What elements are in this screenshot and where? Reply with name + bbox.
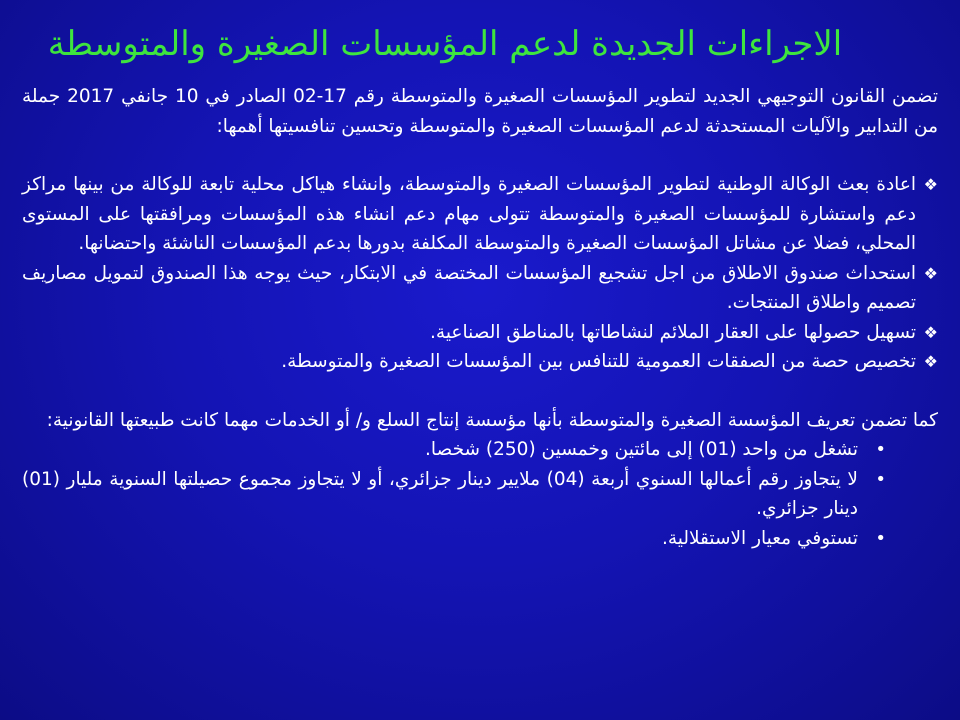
list-item	[22, 465, 886, 524]
list-item-text: اعادة بعث الوكالة الوطنية لتطوير المؤسسات الصغيرة والمتوسطة، وانشاء هياكل محلية تابعة للوكالة من بينها مراكز دعم واستشارة للمؤسسات الصغيرة والمتوسطة تتولى مهام دعم انشاء هذه المؤسسات ومرافقتها على المستوى المحلي، فضلا عن مشاتل المؤسسات الصغيرة والمتوسطة المكلفة بدورها بدعم المؤسسات الناشئة واحتضانها.	[22, 174, 916, 254]
list-item	[22, 347, 938, 377]
measures-list	[22, 170, 938, 377]
list-item	[22, 524, 886, 554]
list-item-text: لا يتجاوز رقم أعمالها السنوي أربعة (04) ملايير دينار جزائري، أو لا يتجاوز مجموع حصيلتها السنوية مليار (01) دينار جزائري.	[22, 468, 858, 519]
slide-title: الاجراءات الجديدة لدعم المؤسسات الصغيرة والمتوسطة	[47, 24, 843, 64]
definition-paragraph: كما تضمن تعريف المؤسسة الصغيرة والمتوسطة بأنها مؤسسة إنتاج السلع و/ أو الخدمات مهما كانت طبيعتها القانونية:	[46, 409, 938, 431]
bullet-dot-icon: •	[875, 527, 886, 549]
criteria-list	[22, 435, 938, 553]
spacer	[22, 377, 938, 406]
slide-content	[22, 82, 938, 553]
bullet-dot-icon: •	[875, 439, 886, 460]
diamond-bullet-icon: ❖	[923, 322, 938, 342]
list-item	[22, 435, 886, 465]
diamond-bullet-icon: ❖	[923, 175, 938, 194]
bullet-dot-icon: •	[875, 468, 886, 490]
intro-paragraph: تضمن القانون التوجيهي الجديد لتطوير المؤسسات الصغيرة والمتوسطة رقم 17-02 الصادر في 10 جانفي 2017 جملة من التدابير والآليات المستحدثة لدعم المؤسسات الصغيرة والمتوسطة وتحسين تنافسيتها أهمها:	[22, 86, 938, 137]
list-item	[22, 318, 938, 348]
list-item	[22, 170, 938, 259]
diamond-bullet-icon: ❖	[923, 352, 938, 371]
list-item-text: تخصيص حصة من الصفقات العمومية للتنافس بين المؤسسات الصغيرة والمتوسطة.	[281, 351, 916, 372]
list-item-text: تشغل من واحد (01) إلى مائتين وخمسين (250) شخصا.	[425, 439, 858, 460]
spacer	[22, 141, 938, 170]
list-item-text: تستوفي معيار الاستقلالية.	[662, 527, 858, 549]
list-item-text: تسهيل حصولها على العقار الملائم لنشاطاتها بالمناطق الصناعية.	[430, 321, 916, 343]
diamond-bullet-icon: ❖	[923, 263, 938, 283]
list-item-text: استحداث صندوق الاطلاق من اجل تشجيع المؤسسات المختصة في الابتكار، حيث يوجه هذا الصندوق لتمويل مصاريف تصميم واطلاق المنتجات.	[22, 262, 916, 313]
list-item	[22, 259, 938, 318]
